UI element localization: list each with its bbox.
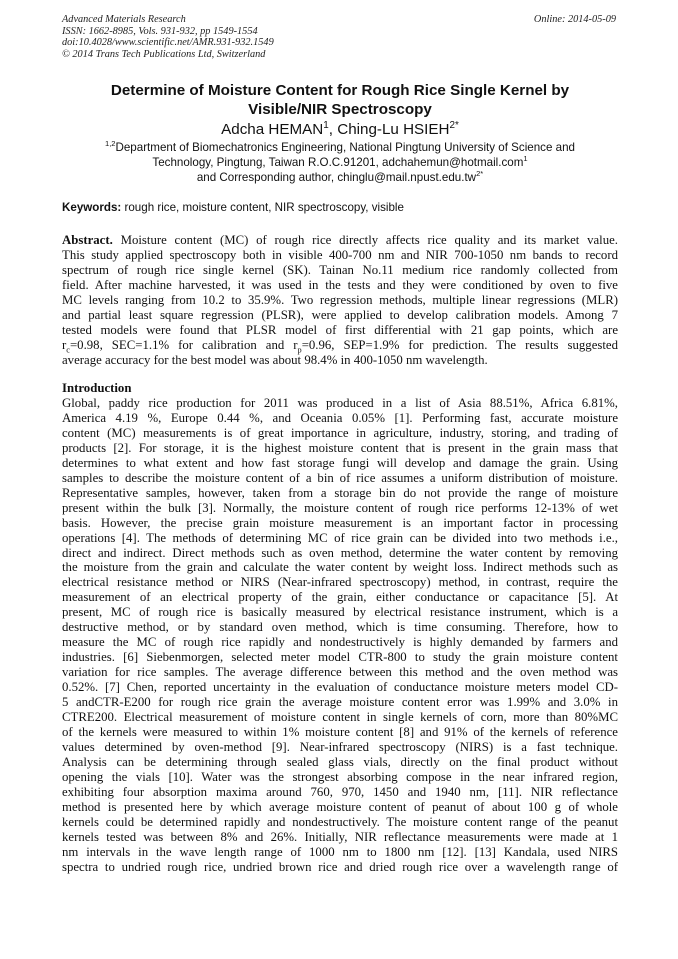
intro-line: America 4.19 %, Europe 0.44 %, and Oceania 0.05% [1]. Performing fast, accurate moisture xyxy=(62,410,618,425)
paper-title xyxy=(62,82,618,119)
intro-line: the moisture from the grain and calculate the water content by weight loss. Indirect methods such as xyxy=(62,560,618,575)
intro-line: content (MC) measurements is of great importance in agriculture, industry, storing, and trading of xyxy=(62,425,618,440)
keywords-text: rough rice, moisture content, NIR spectroscopy, visible xyxy=(121,201,404,214)
author-2-affil: 2* xyxy=(449,119,459,131)
intro-line: exhibiting four absorption maxima around 760, 970, 1450 and 1940 nm, [11]. NIR reflectance xyxy=(62,784,618,799)
intro-line: present, MC of rough rice is basically measured by electrical resistance instrument, which is a xyxy=(62,605,618,620)
affiliation xyxy=(62,140,618,185)
intro-line: kernels tested was between 8% and 26%. Initially, NIR reflectance measurements were made at 1 xyxy=(62,829,618,844)
intro-line: values determined by oven-method [9]. Near-infrared spectroscopy (NIRS) is a fast technique. xyxy=(62,739,618,754)
abstract-label: Abstract. xyxy=(62,233,113,247)
intro-line: of the kernels were measured to within 1% moisture content [8] and 91% of the kernels of reference xyxy=(62,724,618,739)
title-line-1: Determine of Moisture Content for Rough Rice Single Kernel by xyxy=(110,82,570,99)
intro-line: 0.52%. [7] Chen, reported uncertainty in the evaluation of conductance moisture meters model CD- xyxy=(62,680,618,695)
author-2: Ching-Lu HSIEH xyxy=(337,121,450,138)
keywords-label: Keywords: xyxy=(62,201,122,214)
affil-line-3: and Corresponding author, chinglu@mail.npust.edu.tw xyxy=(196,171,477,184)
copyright-line: © 2014 Trans Tech Publications Ltd, Switzerland xyxy=(62,48,266,60)
intro-line: 5 andCTR-E200 for rough rice grain the average moisture content error was 1.99% and 3.0% in xyxy=(62,695,618,710)
intro-line: nm intervals in the wave length range of 1000 nm to 1800 nm [12]. [13] Kandala, used NIRS xyxy=(62,844,618,859)
intro-line: electrical resistance method or NIRS (Near-infrared spectroscopy) method, in contrast, require the xyxy=(62,575,618,590)
intro-line: basis. However, the precise grain moisture measurement is an important factor in processing xyxy=(62,515,618,530)
doi-line: doi:10.4028/www.scientific.net/AMR.931-932.1549 xyxy=(62,37,274,48)
abstract-line: spectrum of rough rice single kernel (SK). Tainan No.11 medium rice randomly collected from xyxy=(62,262,618,277)
issn-line: ISSN: 1662-8985, Vols. 931-932, pp 1549-1554 xyxy=(62,25,258,37)
intro-line: samples to describe the moisture content of a bin of rice assumes a uniform distribution of moisture. xyxy=(62,470,618,485)
author-1-affil: 1 xyxy=(323,119,329,131)
abstract-line: average accuracy for the best model was about 98.4% in 400-1050 nm wavelength. xyxy=(62,352,488,367)
affil-line-3-marker: 2* xyxy=(476,169,484,179)
journal-header xyxy=(62,14,274,60)
intro-line: present within the bulk [3]. Normally, the moisture content of rough rice performs 12-13% of wet xyxy=(62,500,618,515)
abstract-line: This study applied spectroscopy both in visible 400-700 nm and NIR 700-1050 nm bands to record xyxy=(62,247,618,262)
intro-line: industries. [6] Siebenmorgen, selected meter model CTR-800 to study the grain moisture content xyxy=(62,650,618,665)
section-heading-introduction: Introduction xyxy=(62,381,132,395)
author-separator: , xyxy=(328,121,338,138)
abstract xyxy=(62,233,618,368)
intro-line: measurement of an electrical property of the grain, either conductance or capacitance [5]. At xyxy=(62,590,618,605)
intro-line: operations [4]. The methods of determining MC of rice grain can be divided into two methods i.e., xyxy=(62,530,618,545)
intro-line: measure the MC of rough rice rapidly and nondestructively is highly demanded by farmers and xyxy=(62,635,618,650)
intro-line: kernels could be determined rapidly and nondestructively. The moisture content range of the peanut xyxy=(62,814,618,829)
affil-line-2: Technology, Pingtung, Taiwan R.O.C.91201, adchahemun@hotmail.com xyxy=(152,156,524,169)
intro-line: determines to what extent and how fast storage fungi will develop and damage the grain. Using xyxy=(62,455,618,470)
abstract-line: and partial least square regression (PLSR), were applied to develop calibration models. Among 7 xyxy=(62,307,618,322)
abstract-line: tested models were found that PLSR model of first differential with 21 gap points, which are xyxy=(62,322,618,337)
introduction-body xyxy=(62,396,618,875)
intro-line: destructive method, or by standard oven method, which is time consuming. Therefore, how to xyxy=(62,620,618,635)
online-date: Online: 2014-05-09 xyxy=(533,14,616,25)
affil-line-2-marker: 1 xyxy=(523,154,528,164)
intro-line: spectra to undried rough rice, undried brown rice and dried rough rice over a wavelength range of xyxy=(62,859,618,874)
intro-line: opening the vials [10]. Water was the strongest absorbing compose in the near infrared region, xyxy=(62,769,618,784)
title-line-2: Visible/NIR Spectroscopy xyxy=(248,100,432,118)
intro-line: products [2]. For storage, it is the highest moisture content that is present in the grain mass that xyxy=(62,440,618,455)
intro-line: variation for rice samples. The average difference between this method and the oven method was xyxy=(62,665,618,680)
abstract-line: field. After machine harvested, it was used in the tests and they were conditioned by oven to five xyxy=(62,277,618,292)
affil-marker: 1,2 xyxy=(105,139,116,149)
affil-line-1: Department of Biomechatronics Engineering, National Pingtung University of Science and xyxy=(115,141,575,154)
intro-line: Representative samples, however, taken from a storage bin do not provide the range of moisture xyxy=(62,485,618,500)
journal-name: Advanced Materials Research xyxy=(62,14,186,25)
author-1: Adcha HEMAN xyxy=(221,121,324,138)
intro-line: method is presented here by which average moisture content of peanut of about 100 g of whole xyxy=(62,799,618,814)
intro-line: Analysis can be determining through sealed glass vials, directly on the final product without xyxy=(62,754,618,769)
abstract-line: Abstract. Moisture content (MC) of rough rice directly affects rice quality and its market value. xyxy=(62,233,618,247)
intro-line: CTRE200. Electrical measurement of moisture content in single kernels of corn, more than 80%MC xyxy=(62,710,618,725)
intro-line: direct and indirect. Direct methods such as oven method, determine the water content by removing xyxy=(62,545,618,560)
keywords xyxy=(62,201,618,215)
intro-line: Global, paddy rice production for 2011 was produced in a list of Asia 88.51%, Africa 6.81%, xyxy=(62,396,618,410)
author-list xyxy=(62,121,618,139)
abstract-line: $r_c=0.98$, SEC=1.1% for calibration and $r_p=0.96$, SEP=1.9% for prediction. The results suggested xyxy=(62,337,618,355)
abstract-line: MC levels ranging from 10.2 to 35.9%. Two regression methods, multiple linear regressions (MLR) xyxy=(62,292,618,307)
